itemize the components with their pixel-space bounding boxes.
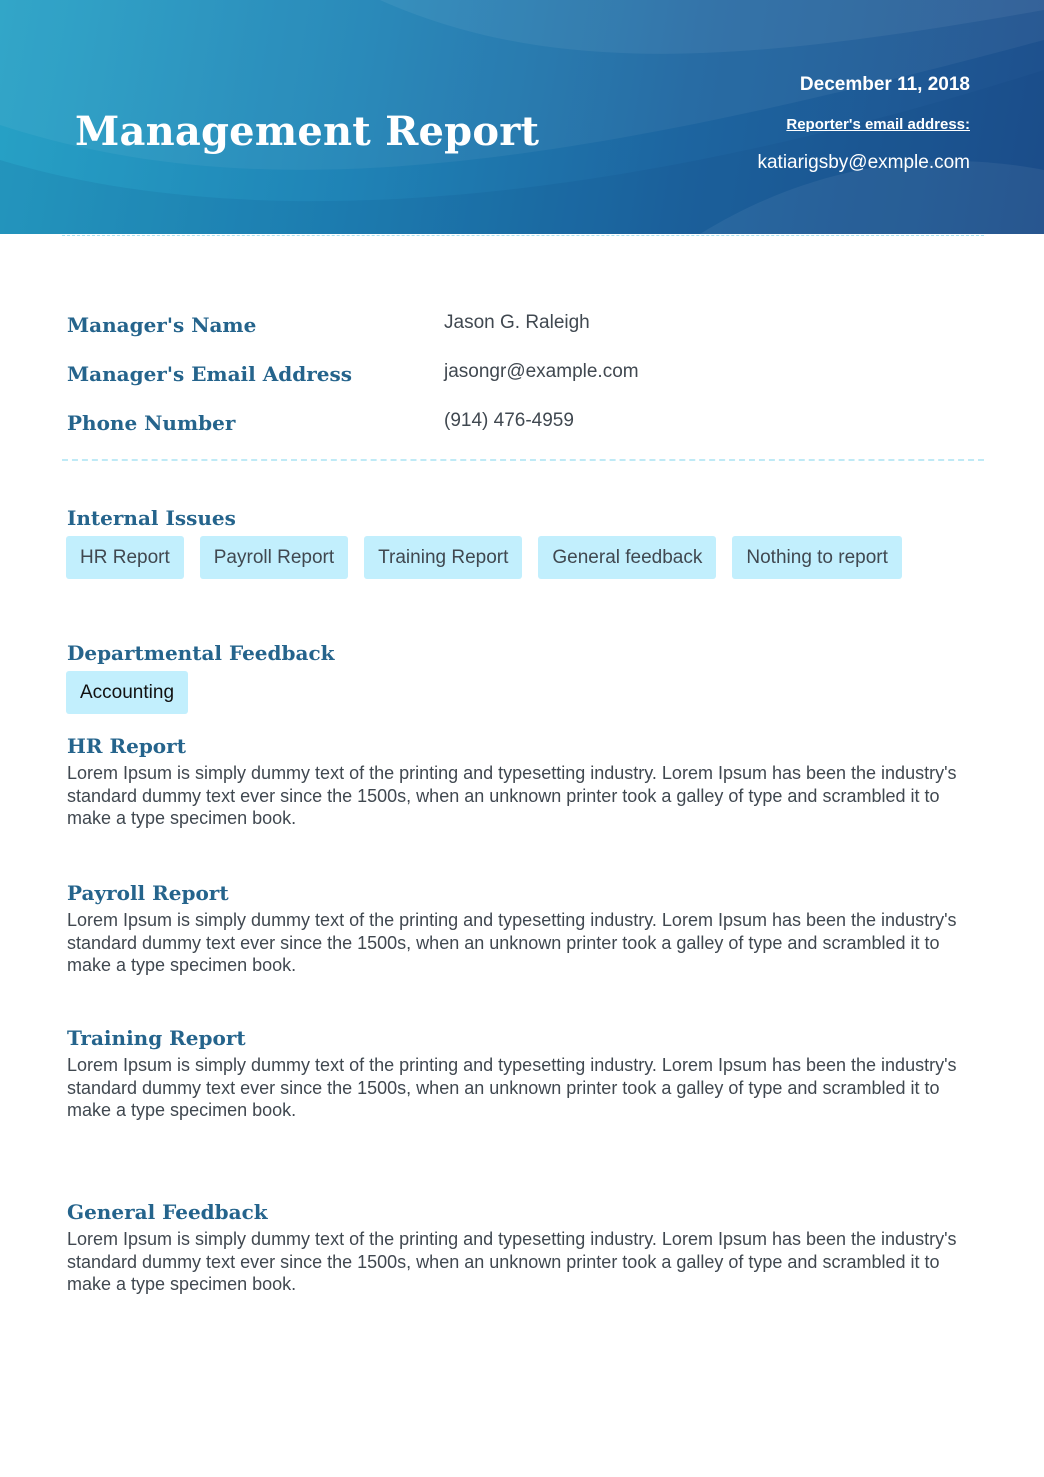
divider-middle xyxy=(62,459,984,461)
reporter-email: katiarigsby@exmple.com xyxy=(757,152,970,173)
phone-label: Phone Number xyxy=(67,411,236,435)
report-body-training: Lorem Ipsum is simply dummy text of the printing and typesetting industry. Lorem Ipsum has been the industry's standard dummy text ever since the 1500s, when an unknown printer took a galley of type and scrambled it to make a type specimen book. xyxy=(67,1055,957,1120)
manager-email-label: Manager's Email Address xyxy=(67,362,352,386)
report-body-payroll: Lorem Ipsum is simply dummy text of the printing and typesetting industry. Lorem Ipsum has been the industry's standard dummy text ever since the 1500s, when an unknown printer took a galley of type and scrambled it to make a type specimen book. xyxy=(67,910,957,975)
internal-issues-tags xyxy=(66,536,902,579)
report-title-training: Training Report xyxy=(67,1026,246,1050)
page-title: Management Report xyxy=(75,108,540,155)
report-title-general-feedback: General Feedback xyxy=(67,1200,268,1224)
tag-general-feedback[interactable]: General feedback xyxy=(538,536,716,579)
report-body-hr: Lorem Ipsum is simply dummy text of the printing and typesetting industry. Lorem Ipsum has been the industry's standard dummy text ever since the 1500s, when an unknown printer took a galley of type and scrambled it to make a type specimen book. xyxy=(67,763,957,828)
departmental-feedback-tags xyxy=(66,671,188,714)
report-section-payroll xyxy=(67,881,977,977)
report-title-payroll: Payroll Report xyxy=(67,881,229,905)
tag-accounting[interactable]: Accounting xyxy=(66,671,188,714)
manager-email-value: jasongr@example.com xyxy=(444,361,639,382)
tag-nothing-to-report[interactable]: Nothing to report xyxy=(732,536,902,579)
phone-value: (914) 476-4959 xyxy=(444,410,574,431)
report-section-general-feedback xyxy=(67,1200,977,1296)
report-section-hr xyxy=(67,734,977,830)
divider-top xyxy=(62,235,984,236)
tag-hr-report[interactable]: HR Report xyxy=(66,536,184,579)
manager-name-label: Manager's Name xyxy=(67,313,257,337)
manager-name-value: Jason G. Raleigh xyxy=(444,312,590,333)
report-section-training xyxy=(67,1026,977,1122)
report-date: December 11, 2018 xyxy=(799,74,970,95)
reporter-email-label: Reporter's email address: xyxy=(786,116,970,133)
report-body-general-feedback: Lorem Ipsum is simply dummy text of the printing and typesetting industry. Lorem Ipsum has been the industry's standard dummy text ever since the 1500s, when an unknown printer took a galley of type and scrambled it to make a type specimen book. xyxy=(67,1229,957,1294)
tag-training-report[interactable]: Training Report xyxy=(364,536,522,579)
report-title-hr: HR Report xyxy=(67,734,186,758)
departmental-feedback-title: Departmental Feedback xyxy=(67,641,335,665)
internal-issues-title: Internal Issues xyxy=(67,506,236,530)
header-banner xyxy=(0,0,1044,234)
tag-payroll-report[interactable]: Payroll Report xyxy=(200,536,348,579)
